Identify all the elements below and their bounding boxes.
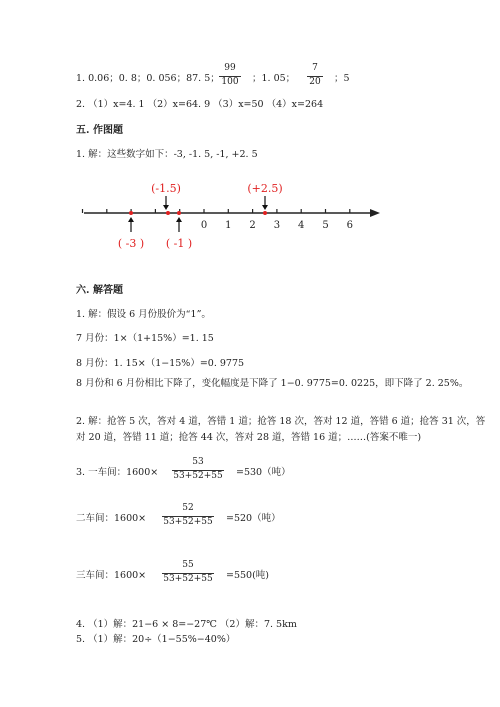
tick-label: 0 xyxy=(200,220,208,231)
point-pos2-5-marker xyxy=(263,211,267,215)
section-5-answer-1: 1. 解：这些数字如下：-3, -1. 5, -1, +2. 5 xyxy=(76,149,258,160)
fraction-denominator: 100 xyxy=(221,76,239,87)
section-5-title: 五. 作图题 xyxy=(76,125,123,136)
arrow-neg1-head xyxy=(176,217,182,222)
section-6-answer-2: 2. 解：抢答 5 次，答对 4 道，答错 1 道；抢答 18 次，答对 12 道，答错 6 道；抢答 31 次，答对 20 道，答错 11 道；抢答 44 次，答对 28 道，答错 16 道；……(答案不唯一) xyxy=(76,416,486,443)
section-6-answer-4: 4. （1）解：21−6 × 8=−27℃ （2）解：7. 5km xyxy=(76,619,297,630)
workshop-2-prefix: 二车间：1600× xyxy=(76,513,147,524)
fraction-denominator: 53+52+55 xyxy=(163,516,213,527)
section-6-answer-1: 1. 解：假设 6 月份股价为“1”。 xyxy=(76,309,211,320)
answer-1-part2: ；1. 05； xyxy=(252,73,296,84)
fraction-denominator: 53+52+55 xyxy=(163,573,213,584)
workshop-1-prefix: 3. 一车间：1600× xyxy=(76,467,159,478)
answer-2: 2. （1）x=4. 1 （2）x=64. 9 （3）x=50 （4）x=264 xyxy=(76,99,324,110)
number-line-arrowhead xyxy=(370,209,380,217)
tick-label: 5 xyxy=(322,220,329,231)
fraction-denominator: 53+52+55 xyxy=(173,470,223,481)
label-neg1-5: (-1.5) xyxy=(151,182,181,195)
tick-label: 1 xyxy=(225,220,232,231)
workshop-3-fraction xyxy=(162,561,214,585)
answer-1-part3: ；5 xyxy=(334,73,350,84)
arrow-neg1-5-head xyxy=(163,205,169,210)
workshop-3-prefix: 三车间：1600× xyxy=(76,570,147,581)
section-6-answer-5: 5. （1）解：20÷（1−55%−40%） xyxy=(76,634,236,645)
workshop-2-result: =520（吨） xyxy=(226,513,281,524)
fraction-numerator: 99 xyxy=(224,63,236,73)
point-neg1-marker xyxy=(177,211,181,215)
label-neg1: ( -1 ) xyxy=(165,237,193,250)
tick-label: 3 xyxy=(273,220,281,231)
arrow-pos2-5-head xyxy=(262,205,268,210)
tick-label: 2 xyxy=(249,220,256,231)
section-6-july: 7 月份：1×（1+15%）=1. 15 xyxy=(76,333,214,344)
answer-1-part1: 1. 0.06；0. 8；0. 056；87. 5； xyxy=(76,73,220,84)
fraction-numerator: 55 xyxy=(182,560,194,570)
section-6-comparison: 8 月份和 6 月份相比下降了，变化幅度是下降了 1−0. 9775=0. 0225，即下降了 2. 25%。 xyxy=(76,378,469,389)
label-pos2-5: (+2.5) xyxy=(247,182,283,195)
number-line-diagram xyxy=(76,176,396,258)
workshop-3-result: =550(吨) xyxy=(226,570,270,581)
workshop-1-fraction xyxy=(172,458,224,482)
tick-label: 4 xyxy=(298,220,305,231)
arrow-neg3-head xyxy=(128,217,134,222)
fraction-7-20 xyxy=(307,64,323,88)
fraction-99-100 xyxy=(219,64,241,88)
section-6-august: 8 月份：1. 15×（1−15%）=0. 9775 xyxy=(76,358,245,369)
fraction-numerator: 7 xyxy=(312,63,318,73)
section-6-title: 六. 解答题 xyxy=(76,285,123,296)
fraction-numerator: 52 xyxy=(182,503,194,513)
label-neg3: ( -3 ) xyxy=(117,237,145,250)
point-neg1-5-marker xyxy=(166,211,170,215)
fraction-numerator: 53 xyxy=(192,457,204,467)
point-neg3-marker xyxy=(129,211,133,215)
workshop-2-fraction xyxy=(162,504,214,528)
workshop-1-result: =530（吨） xyxy=(236,467,291,478)
fraction-denominator: 20 xyxy=(309,76,321,87)
tick-label: 6 xyxy=(346,220,353,231)
